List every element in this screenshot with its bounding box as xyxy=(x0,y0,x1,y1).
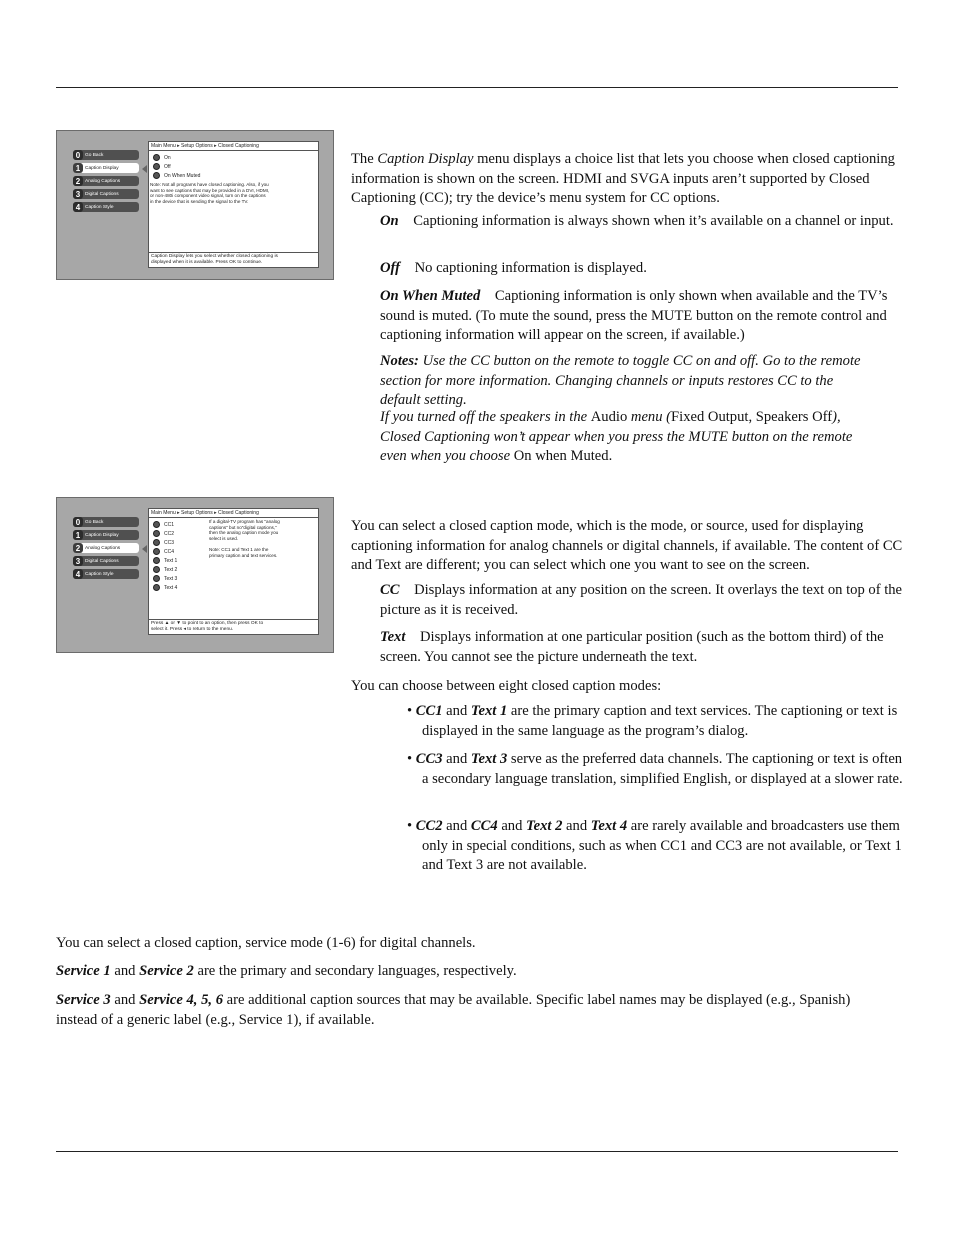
cc-description: CC Displays information at any position on the screen. It overlays the text on top of the picture as it is received. xyxy=(380,582,903,618)
selection-arrow-icon xyxy=(142,545,147,553)
bullet-cc2-cc4: • CC2 and CC4 and Text 2 and Text 4 are rarely available and broadcasters use them only in special conditions, such as when CC1 and CC3 are not available, or Text 1 and Text 3 are not available. xyxy=(407,818,902,873)
option-on-when-muted: On When Muted xyxy=(153,172,200,179)
divider xyxy=(149,252,318,253)
radio-icon xyxy=(153,539,160,546)
top-rule xyxy=(56,87,898,88)
option-text1: Text 1 xyxy=(153,557,177,564)
menu-item-caption-style: 4 Caption Style xyxy=(73,202,139,212)
divider xyxy=(149,150,318,151)
breadcrumb: Main Menu ▸ Setup Options ▸ Closed Captioning xyxy=(151,510,259,516)
menu-item-analog-captions: 2 Analog Captions xyxy=(73,176,139,186)
help-text: Caption Display lets you select whether closed captioning is displayed when it is available. Press OK to continue. xyxy=(151,254,278,265)
panel-note: If a digital-TV program has "analog captions" but no"digital captions," then the analog caption mode you select is used. Note: CC1 and Text 1 are the primary caption and text services. xyxy=(209,519,280,558)
caption-display-menu-screenshot xyxy=(56,130,334,280)
divider xyxy=(149,517,318,518)
menu-item-label: Digital Captions xyxy=(85,558,119,564)
help-text: Press ▲ or ▼ to point to an option, then press OK to select it. Press ◂ to return to the menu. xyxy=(151,621,264,632)
divider xyxy=(149,619,318,620)
menu-item-label: Analog Captions xyxy=(85,545,121,551)
bullet-cc1-text1: • CC1 and Text 1 are the primary caption and text services. The captioning or text is displayed in the same language as the program’s dialog. xyxy=(407,703,898,739)
option-cc1: CC1 xyxy=(153,521,174,528)
selection-arrow-icon xyxy=(142,165,147,173)
menu-item-label: Caption Style xyxy=(85,204,114,210)
radio-icon xyxy=(153,521,160,528)
option-text4: Text 4 xyxy=(153,584,177,591)
radio-icon xyxy=(153,163,160,170)
option-cc3: CC3 xyxy=(153,539,174,546)
analog-captions-menu-screenshot xyxy=(56,497,334,653)
menu-item-digital-captions: 3 Digital Captions xyxy=(73,556,139,566)
eight-modes-intro: You can choose between eight closed caption modes: xyxy=(351,678,662,694)
text-description: Text Displays information at one particular position (such as the bottom third) of the screen. You cannot see the picture underneath the text. xyxy=(380,629,884,665)
radio-icon xyxy=(153,530,160,537)
menu-item-caption-display: 1 Caption Display xyxy=(73,163,139,173)
option-off-description: Off No captioning information is displayed. xyxy=(380,260,647,276)
option-off: Off xyxy=(153,163,171,170)
option-cc4: CC4 xyxy=(153,548,174,555)
option-text2: Text 2 xyxy=(153,566,177,573)
menu-item-label: Analog Captions xyxy=(85,178,121,184)
menu-item-go-back: 0 Go Back xyxy=(73,150,139,160)
caption-display-intro: The Caption Display menu displays a choice list that lets you choose when closed captioning information is shown on the screen. HDMI and SVGA inputs aren’t supported by Closed Captioning (CC); try the device’s menu system for CC options. xyxy=(351,151,895,206)
service-1-2: Service 1 and Service 2 are the primary and secondary languages, respectively. xyxy=(56,963,517,979)
radio-icon xyxy=(153,172,160,179)
notes-paragraph: Notes: Use the CC button on the remote to toggle CC on and off. Go to the remote section for more information. Changing channels or inputs restores CC to the default setting. xyxy=(380,353,861,408)
menu-item-analog-captions: 2 Analog Captions xyxy=(73,543,139,553)
notes-paragraph-2: If you turned off the speakers in the Audio menu (Fixed Output, Speakers Off), Closed Captioning won’t appear when you press the MUTE button on the remote even when you choose On when Muted. xyxy=(380,409,853,464)
menu-item-label: Go Back xyxy=(85,152,104,158)
radio-icon xyxy=(153,566,160,573)
option-muted-description: On When Muted Captioning information is only shown when available and the TV’s sound is muted. (To mute the sound, press the MUTE button on the remote control and captioning information will appear on the screen, if available.) xyxy=(380,288,888,343)
digital-captions-intro: You can select a closed caption, service mode (1-6) for digital channels. xyxy=(56,935,476,951)
menu-item-digital-captions: 3 Digital Captions xyxy=(73,189,139,199)
radio-icon xyxy=(153,557,160,564)
radio-icon xyxy=(153,584,160,591)
menu-item-label: Digital Captions xyxy=(85,191,119,197)
breadcrumb: Main Menu ▸ Setup Options ▸ Closed Captioning xyxy=(151,143,259,149)
option-on-description: On Captioning information is always shown when it’s available on a channel or input. xyxy=(380,213,894,229)
menu-item-label: Caption Style xyxy=(85,571,114,577)
option-on: On xyxy=(153,154,171,161)
analog-captions-intro: You can select a closed caption mode, which is the mode, or source, used for displaying captioning information for analog channels or digital channels, if available. The content of CC and Text are different; you can select which one you want to see on the screen. xyxy=(351,518,903,573)
analog-captions-panel xyxy=(148,508,319,635)
option-cc2: CC2 xyxy=(153,530,174,537)
caption-display-panel xyxy=(148,141,319,268)
menu-item-caption-display: 1 Caption Display xyxy=(73,530,139,540)
menu-item-label: Go Back xyxy=(85,519,104,525)
menu-item-label: Caption Display xyxy=(85,532,119,538)
radio-icon xyxy=(153,548,160,555)
menu-item-label: Caption Display xyxy=(85,165,119,171)
menu-item-caption-style: 4 Caption Style xyxy=(73,569,139,579)
radio-icon xyxy=(153,575,160,582)
bottom-rule xyxy=(56,1151,898,1152)
menu-item-go-back: 0 Go Back xyxy=(73,517,139,527)
radio-icon xyxy=(153,154,160,161)
panel-note: Note: Not all programs have closed captioning. Also, if you want to see captions that may be provided in a DVI, HDMI, or non-480i component video signal, turn on the captions in the device that is sending the signal to the TV. xyxy=(150,182,270,204)
service-3-6: Service 3 and Service 4, 5, 6 are additional caption sources that may be available. Specific label names may be displayed (e.g., Spanish) instead of a generic label (e.g., Service 1), if available. xyxy=(56,992,851,1028)
option-text3: Text 3 xyxy=(153,575,177,582)
bullet-cc3-text3: • CC3 and Text 3 serve as the preferred data channels. The captioning or text is often a secondary language translation, simplified English, or displayed at a slower rate. xyxy=(407,751,903,787)
